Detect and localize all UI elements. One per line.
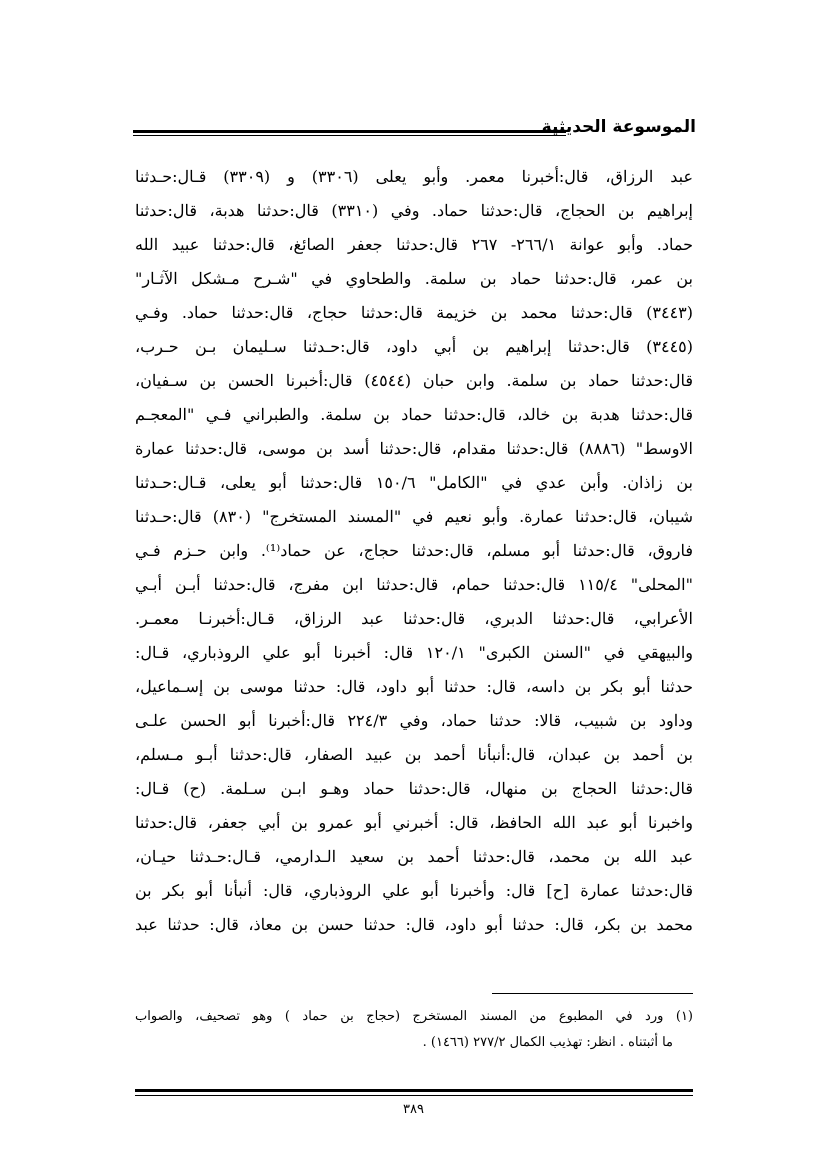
- body-line: واخبرنا أبو عبد الله الحافظ، قال: أخبرني أبو عمرو بن أبي جعفر، قال:حدثنا: [135, 813, 693, 832]
- body-line: محمد بن بكر، قال: حدثنا أبو داود، قال: حدثنا حسن بن معاذ، قال: حدثنا عبد: [135, 915, 693, 934]
- body-line: فاروق، قال:حدثنا أبو مسلم، قال:حدثنا حجاج، عن حماد⁽¹⁾. وابن حـزم فـي: [135, 541, 693, 560]
- body-line: عبد الله بن محمد، قال:حدثنا أحمد بن سعيد الـدارمي، قـال:حـدثنا حيـان،: [135, 847, 693, 866]
- body-line: عبد الرزاق، قال:أخبرنا معمر. وأبو يعلى (٣٣٠٦) و (٣٣٠٩) قـال:حـدثنا: [135, 167, 693, 186]
- body-line: قال:حدثنا الحجاج بن منهال، قال:حدثنا حماد وهـو ابـن سـلمة. (ح) قـال:: [135, 779, 693, 798]
- footer-rule: [135, 1089, 693, 1092]
- body-line: (٣٤٤٣) قال:حدثنا محمد بن خزيمة قال:حدثنا حجاج، قال:حدثنا حماد. وفـي: [135, 303, 693, 322]
- page-number: ٣٨٩: [403, 1102, 424, 1117]
- footnote-line-2: ما أثبتناه . انظر: تهذيب الكمال ٢٧٧/٢ (١٤٦٦) .: [422, 1035, 673, 1050]
- body-line: والبيهقي في "السنن الكبرى" ١٢٠/١ قال: أخبرنا أبو علي الروذباري، قـال:: [135, 643, 693, 662]
- body-line: حدثنا أبو بكر بن داسه، قال: حدثنا أبو داود، قال: حدثنا موسى بن إسـماعيل،: [135, 677, 693, 696]
- body-line: شيبان، قال:حدثنا عمارة. وأبو نعيم في "المسند المستخرج" (٨٣٠) قال:حـدثنا: [135, 507, 693, 526]
- body-line: بن أحمد بن عبدان، قال:أنبأنا أحمد بن عبيد الصفار، قال:حدثنا أبـو مـسلم،: [135, 745, 693, 764]
- body-line: حماد. وأبو عوانة ٢٦٦/١- ٢٦٧ قال:حدثنا جعفر الصائغ، قال:حدثنا عبيد الله: [135, 235, 693, 254]
- body-line: قال:حدثنا هدبة بن خالد، قال:حدثنا حماد بن سلمة. والطبراني فـي "المعجـم: [135, 405, 693, 424]
- body-text: [135, 160, 693, 942]
- body-line: إبراهيم بن الحجاج، قال:حدثنا حماد. وفي (٣٣١٠) قال:حدثنا هدبة، قال:حدثنا: [135, 201, 693, 220]
- body-line: بن عمر، قال:حدثنا حماد بن سلمة. والطحاوي في "شـرح مـشكل الآثـار": [135, 269, 693, 288]
- footnote: [135, 1004, 693, 1056]
- body-line: الأعرابي، قال:حدثنا الدبري، قال:حدثنا عبد الرزاق، قـال:أخبرنـا معمـر.: [135, 609, 693, 628]
- body-line: "المحلى" ١١٥/٤ قال:حدثنا حمام، قال:حدثنا ابن مفرج، قال:حدثنا أبـن أبـي: [135, 575, 693, 594]
- body-line: وداود بن شبيب، قالا: حدثنا حماد، وفي ٢٢٤/٣ قال:أخبرنا أبو الحسن علـى: [135, 711, 693, 730]
- footnote-separator: [492, 993, 693, 994]
- header-title: الموسوعة الحديثية: [541, 117, 696, 137]
- header-rule-thin: [133, 135, 566, 136]
- body-line: (٣٤٤٥) قال:حدثنا إبراهيم بن أبي داود، قال:حـدثنا سـليمان بـن حـرب،: [135, 337, 693, 356]
- body-line: قال:حدثنا حماد بن سلمة. وابن حبان (٤٥٤٤) قال:أخبرنا الحسن بن سـفيان،: [135, 371, 693, 390]
- header-rule: [133, 130, 566, 133]
- footnote-line-1: (١) ورد في المطبوع من المسند المستخرج (حجاج بن حماد ) وهو تصحيف، والصواب: [135, 1009, 693, 1024]
- body-line: قال:حدثنا عمارة [ح] قال: وأخبرنا أبو علي الروذباري، قال: أنبأنا أبو بكر بن: [135, 881, 693, 900]
- running-header: [133, 114, 696, 144]
- body-line: بن زاذان. وأبن عدي في "الكامل" ١٥٠/٦ قال:حدثنا أبو يعلى، قـال:حـدثنا: [135, 473, 693, 492]
- body-line: الاوسط" (٨٨٨٦) قال:حدثنا مقدام، قال:حدثنا أسد بن موسى، قال:حدثنا عمارة: [135, 439, 693, 458]
- footer-rule-thin: [135, 1095, 693, 1096]
